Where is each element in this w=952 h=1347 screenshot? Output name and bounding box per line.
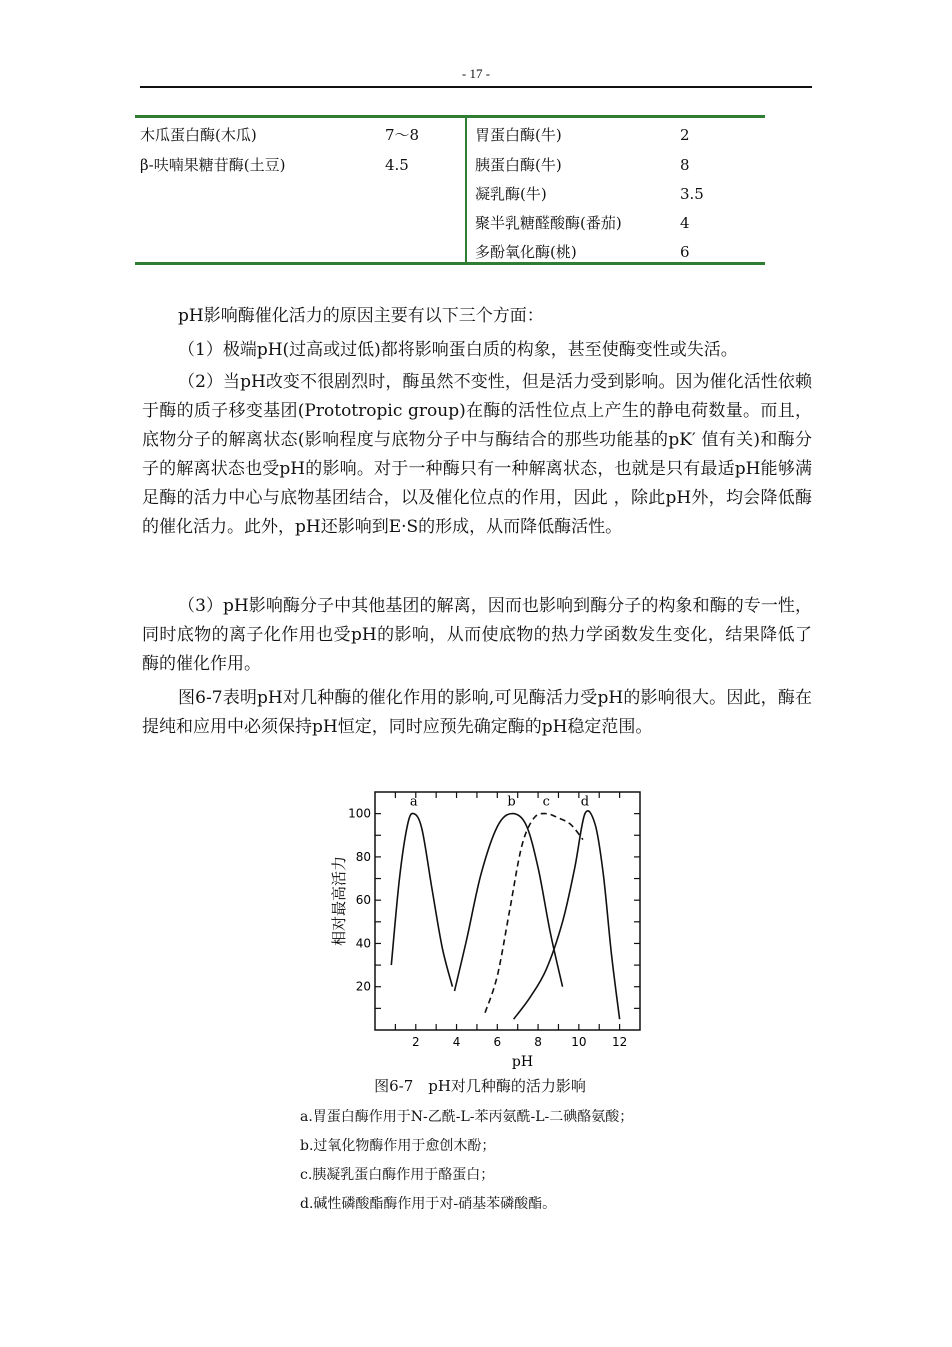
x-tick-label: 12 xyxy=(611,1035,628,1049)
y-tick-label: 80 xyxy=(355,849,371,864)
y-tick-label: 60 xyxy=(355,893,371,908)
figure-note-a: a.胃蛋白酶作用于N-乙酰-L-苯丙氨酰-L-二碘酪氨酸； xyxy=(300,1109,634,1125)
figure-note-c: c.胰凝乳蛋白酶作用于酪蛋白； xyxy=(300,1167,495,1183)
table-cell-name: 胰蛋白酶(牛) xyxy=(475,156,562,174)
y-axis-label: 相对最高活力 xyxy=(330,855,348,947)
table-cell-value: 3.5 xyxy=(680,185,704,203)
figure-note-b: b.过氧化物酶作用于愈创木酚； xyxy=(300,1138,496,1154)
figure-caption: 图6-7 pH对几种酶的活力影响 xyxy=(374,1077,586,1095)
table-cell-value: 6 xyxy=(680,243,690,261)
x-tick-label: 10 xyxy=(571,1035,587,1049)
x-tick-label: 8 xyxy=(534,1035,542,1049)
table-cell-name: 胃蛋白酶(牛) xyxy=(475,126,562,144)
y-tick-label: 40 xyxy=(355,936,371,951)
y-tick-label: 100 xyxy=(348,806,371,821)
optimal-ph-table xyxy=(135,115,765,265)
curve-label-c: c xyxy=(542,794,550,810)
paragraph-figure-ref: 图6-7表明pH对几种酶的催化作用的影响,可见酶活力受pH的影响很大。因此，酶在提纯和应用中必须保持pH恒定，同时应预先确定酶的pH稳定范围。 xyxy=(142,688,812,737)
curve-label-a: a xyxy=(409,794,418,810)
paragraph-intro: pH影响酶催化活力的原因主要有以下三个方面： xyxy=(178,306,544,326)
paragraph-point-3: （3）pH影响酶分子中其他基团的解离，因而也影响到酶分子的构象和酶的专一性，同时底物的离子化作用也受pH的影响，从而使底物的热力学函数发生变化，结果降低了酶的催化作用。 xyxy=(142,596,812,674)
table-cell-name: β-呋喃果糖苷酶(土豆) xyxy=(140,156,286,174)
x-tick-label: 2 xyxy=(411,1035,420,1049)
table-cell-value: 8 xyxy=(680,156,690,174)
ph-activity-chart xyxy=(320,780,660,1080)
table-cell-value: 4.5 xyxy=(385,156,409,174)
curve-c xyxy=(485,814,583,1013)
x-tick-label: 4 xyxy=(452,1035,461,1049)
curve-b xyxy=(455,814,563,991)
plot-frame xyxy=(375,792,640,1030)
curve-label-d: d xyxy=(580,794,590,810)
table-cell-name: 凝乳酶(牛) xyxy=(475,185,547,203)
x-axis-label: pH xyxy=(511,1054,534,1070)
paragraph-point-1: （1）极端pH(过高或过低)都将影响蛋白质的构象，甚至使酶变性或失活。 xyxy=(178,340,738,360)
table-cell-name: 多酚氧化酶(桃) xyxy=(475,243,577,261)
paragraph-point-2: （2）当pH改变不很剧烈时，酶虽然不变性，但是活力受到影响。因为催化活性依赖于酶的质子移变基团(Prototropic group)在酶的活性位点上产生的静电荷数量。而且，底物分子的解离状态(影响程度与底物分子中与酶结合的那些功能基的pK′ 值有关)和酶分子的解离状态也受pH的影响。对于一种酶只有一种解离状态，也就是只有最适pH能够满足酶的活力中心与底物基团结合，以及催化位点的作用，因此 ，除此pH外，均会降低酶的催化活力。此外，pH还影响到E·S的形成，从而降低酶活性。 xyxy=(142,372,812,537)
y-tick-label: 20 xyxy=(355,979,371,994)
table-cell-name: 聚半乳糖醛酸酶(番茄) xyxy=(475,214,622,232)
table-divider xyxy=(465,118,467,262)
table-cell-value: 7～8 xyxy=(385,126,420,144)
table-cell-name: 木瓜蛋白酶(木瓜) xyxy=(140,126,257,144)
header-rule xyxy=(140,86,812,88)
curve-label-b: b xyxy=(507,794,516,810)
page-number: - 17 - xyxy=(461,66,491,81)
table-cell-value: 2 xyxy=(680,126,690,144)
curve-d xyxy=(514,811,620,1019)
curve-a xyxy=(391,813,452,986)
figure-note-d: d.碱性磷酸酯酶作用于对-硝基苯磷酸酯。 xyxy=(300,1196,557,1212)
table-cell-value: 4 xyxy=(680,214,690,232)
x-tick-label: 6 xyxy=(493,1035,502,1049)
